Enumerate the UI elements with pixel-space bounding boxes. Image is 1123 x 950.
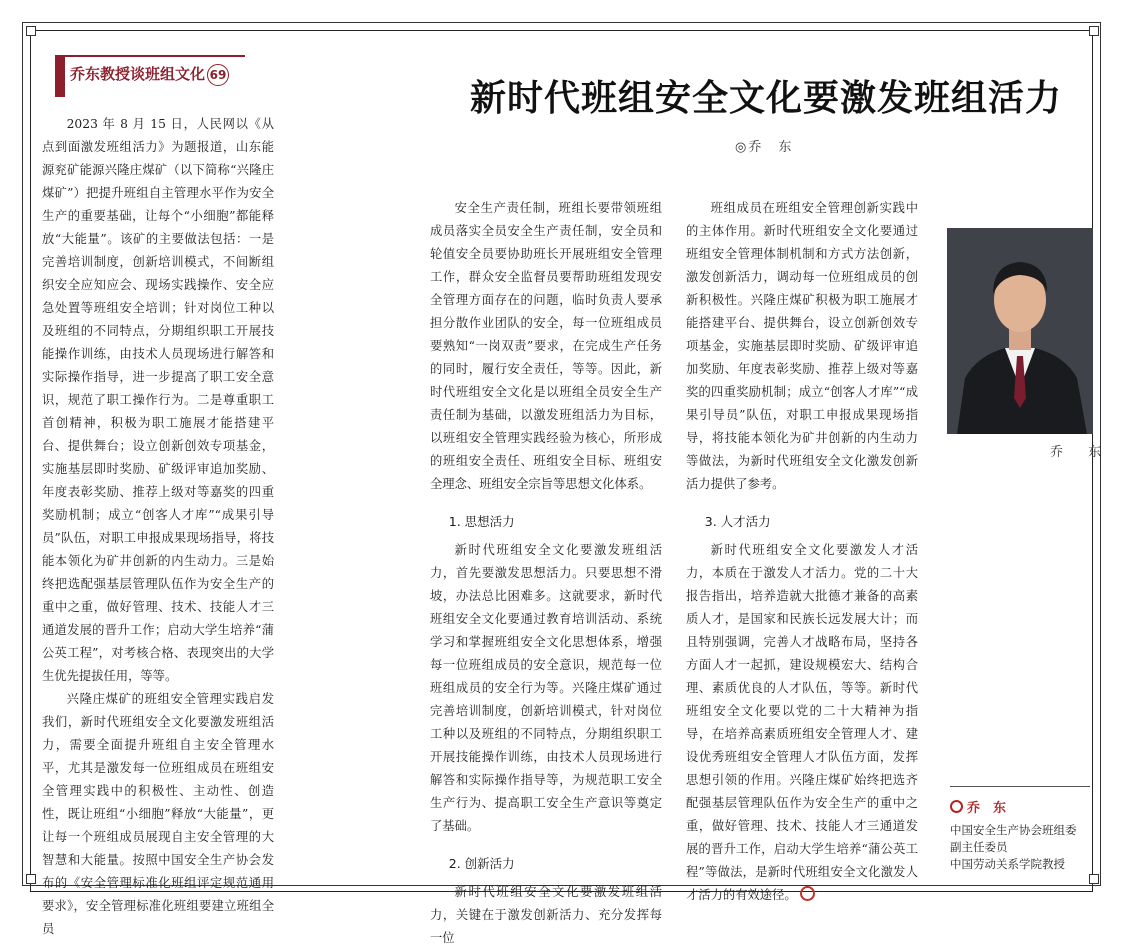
author-affiliation: 中国劳动关系学院教授 (950, 857, 1065, 871)
frame-line-left (22, 22, 23, 886)
author-rule (950, 786, 1090, 787)
author-photo (947, 228, 1093, 434)
article-headline: 新时代班组安全文化要激发班组活力 (470, 77, 1063, 119)
corner-ornament (1089, 26, 1099, 36)
series-bar (55, 55, 65, 97)
corner-ornament (26, 874, 36, 884)
text-column-3 (686, 197, 918, 907)
frame-line-top (22, 22, 1101, 23)
author-title: 中国安全生产协会班组委 (950, 823, 1077, 837)
text-column-1 (42, 113, 274, 941)
photo-caption: 乔 东 (1050, 445, 1108, 460)
article-byline: ◎乔 东 (735, 140, 794, 155)
section-heading: 1. 思想活力 (448, 514, 515, 529)
paragraph-text: 新时代班组安全文化要激发人才活力，本质在于激发人才活力。党的二十大报告指出，培养造就大批德才兼备的高素质人才，是国家和民族长远发展大计；而且特别强调，完善人才战略布局，坚持各方面人才一起抓，建设规模宏大、结构合理、素质优良的人才队伍，等等。新时代班组安全文化要以党的二十大精神为指导，在培养高素质班组安全管理人才、建设优秀班组安全管理人才队伍方面，发挥思想引领的作用。兴隆庄煤矿始终把选齐配强基层管理队伍作为安全生产的重中之重，做好管理、技术、技能人才三通道发展的晋升工作，启动大学生培养“蒲公英工程”等做法，是新时代班组安全文化激发人才活力的有效途径。 (686, 543, 918, 902)
section-heading: 2. 创新活力 (448, 856, 515, 871)
paragraph: 2023 年 8 月 15 日，人民网以《从点到面激发班组活力》为题报道，山东能源兖矿能源兴隆庄煤矿（以下简称“兴隆庄煤矿”）把提升班组自主管理水平作为安全生产的重要基础，让每个“小细胞”都能释放“大能量”。该矿的主要做法包括：一是完善培训制度，创新培训模式，不间断组织安全应知应会、现场实践操作、安全应急处置等班组安全培训；针对岗位工种以及班组的不同特点，分期组织职工开展技能操作训练，由技术人员现场进行解答和实际操作指导，进一步提高了职工安全意识，规范了职工操作行为。二是尊重职工首创精神，积极为职工施展才能搭建平台、提供舞台；设立创新创效专项基金，实施基层即时奖励、矿级评审追加奖励、年度表彰奖励、推荐上级对等嘉奖的四重奖励机制；成立“创客人才库”“成果引导员”队伍，对职工申报成果现场指导，将技能本领化为矿井创新的内生动力。三是始终把选配强基层管理队伍作为安全生产的重中之重，做好管理、技术、技能人才三通道发展的晋升工作；启动大学生培养“蒲公英工程”，对考核合格、表现突出的大学生优先提拔任用，等等。 (42, 117, 274, 683)
bullet-icon (950, 800, 963, 813)
column-series-tag (55, 55, 245, 97)
author-info (950, 786, 1090, 873)
series-title (70, 63, 229, 86)
text-column-2 (430, 197, 662, 950)
author-name (950, 797, 1090, 816)
portrait-illustration (947, 228, 1093, 434)
paragraph: 新时代班组安全文化要激发班组活力，首先要激发思想活力。只要思想不滑坡，办法总比困难多。这就要求，新时代班组安全文化要通过教育培训活动、系统学习和掌握班组安全文化思想体系，增强每一位班组成员的安全意识，规范每一位班组成员的安全行为等。兴隆庄煤矿通过完善培训制度，创新培训模式，针对岗位工种以及班组的不同特点，分期组织职工开展技能操作训练，由技术人员现场进行解答和实际操作指导等，为规范职工安全生产行为、提高职工安全生产意识等奠定了基础。 (430, 543, 662, 833)
corner-ornament (26, 26, 36, 36)
paragraph: 新时代班组安全文化要激发班组活力，关键在于激发创新活力、充分发挥每一位 (430, 885, 662, 945)
series-title-text: 乔东教授谈班组文化 (70, 65, 206, 83)
author-name-text: 乔 东 (967, 801, 1007, 816)
paragraph: 兴隆庄煤矿的班组安全管理实践启发我们，新时代班组安全文化要激发班组活力，需要全面提升班组自主安全管理水平，尤其是激发每一位班组成员在班组安全管理实践中的积极性、主动性、创造性，既让班组“小细胞”释放“大能量”，更让每一个班组成员展现自主安全管理的大智慧和大能量。按照中国安全生产协会发布的《安全管理标准化班组评定规范通用要求》，安全管理标准化班组要建立班组全员 (42, 692, 274, 936)
author-title: 副主任委员 (950, 840, 1008, 854)
section-heading: 3. 人才活力 (704, 514, 771, 529)
corner-ornament (1089, 874, 1099, 884)
series-number: 69 (207, 64, 229, 86)
paragraph: 班组成员在班组安全管理创新实践中的主体作用。新时代班组安全文化要通过班组安全管理体制机制和方式方法创新，激发创新活力，调动每一位班组成员的创新积极性。兴隆庄煤矿积极为职工施展才能搭建平台、提供舞台，设立创新创效专项基金，实施基层即时奖励、矿级评审追加奖励、年度表彰奖励、推荐上级对等嘉奖的四重奖励机制；成立“创客人才库”“成果引导员”队伍，对职工申报成果现场指导，将技能本领化为矿井创新的内生动力等做法，为新时代班组安全文化激发创新活力提供了参考。 (686, 201, 918, 491)
paragraph: 安全生产责任制，班组长要带领班组成员落实全员安全生产责任制，安全员和轮值安全员要协助班长开展班组安全管理工作，群众安全监督员要帮助班组发现安全管理方面存在的问题，临时负责人要承担分散作业团队的安全，每一位班组成员要熟知“一岗双责”要求，在完成生产任务的同时，履行安全责任，等等。因此，新时代班组安全文化是以班组全员安全生产责任制为基础，以激发班组活力为目标，以班组安全管理实践经验为核心，所形成的班组安全责任、班组安全目标、班组安全理念、班组安全宗旨等思想文化体系。 (430, 201, 662, 491)
series-rule (55, 55, 245, 57)
paragraph (686, 539, 918, 907)
end-mark-icon (800, 886, 815, 901)
